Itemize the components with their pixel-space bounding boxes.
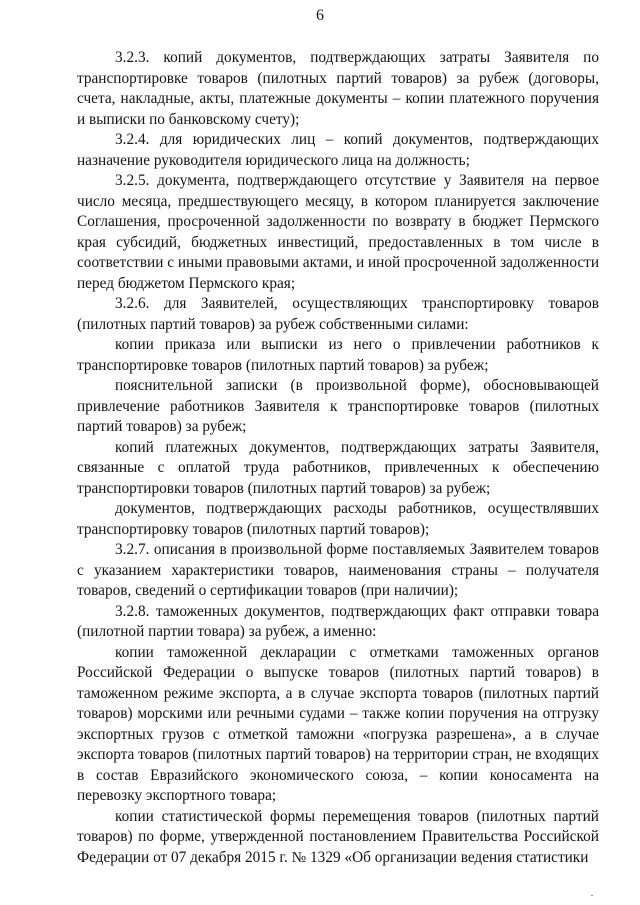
paragraph-3-2-4: 3.2.4. для юридических лиц – копий документов, подтверждающих назначение руководителя юридического лица на должность;	[77, 131, 599, 169]
paragraph-payment-documents: копий платежных документов, подтверждающих затраты Заявителя, связанные с оплатой труда работников, привлеченных к обеспечению транспортировки товаров (пилотных партий товаров) за рубеж;	[77, 438, 599, 497]
paragraph-explanatory-note: пояснительной записки (в произвольной форме), обосновывающей привлечение работников Заявителя к транспортировке товаров (пилотных партий товаров) за рубеж;	[77, 377, 599, 435]
paragraph-3-2-7: 3.2.7. описания в произвольной форме поставляемых Заявителем товаров с указанием характеристики товаров, наименования страны – получателя товаров, сведений о сертификации товаров (при наличии);	[77, 541, 599, 599]
paragraph-3-2-5: 3.2.5. документа, подтверждающего отсутствие у Заявителя на первое число месяца, предшествующего месяцу, в котором планируется заключение Соглашения, просроченной задолженности по возврату в бюджет Пермского края субсидий, бюджетных инвестиций, предоставленных в том числе в соответствии с иными правовыми актами, и иной просроченной задолженности перед бюджетом Пермского края;	[77, 172, 600, 292]
paragraph-expense-documents: документов, подтверждающих расходы работников, осуществлявших транспортировку товаров (пилотных партий товаров);	[77, 500, 599, 538]
scan-mark: ·	[590, 888, 594, 902]
paragraph-3-2-6: 3.2.6. для Заявителей, осуществляющих транспортировку товаров (пилотных партий товаров) за рубеж собственными силами:	[77, 295, 599, 333]
paragraph-3-2-8: 3.2.8. таможенных документов, подтверждающих факт отправки товара (пилотной партии товара) за рубеж, а именно:	[77, 602, 599, 640]
paragraph-customs-declaration: копии таможенной декларации с отметками таможенных органов Российской Федерации о выпуске товаров (пилотных партий товаров) в таможенном режиме экспорта, а в случае экспорта товаров (пилотных партий товаров) морскими или речными судами – также копии поручения на отгрузку экспортных грузов с отметкой таможни «погрузка разрешена», а в случае экспорта товаров (пилотных партий товаров) на территории стран, не входящих в состав Евразийского экономического союза, – копии коносамента на перевозку экспортного товара;	[77, 643, 599, 804]
paragraph-statistical-form: копии статистической формы перемещения товаров (пилотных партий товаров) по форме, утвержденной постановлением Правительства Российской Федерации от 07 декабря 2015 г. № 1329 «Об организации ведения статистики	[77, 807, 599, 866]
document-body	[77, 48, 599, 868]
paragraph-3-2-3: 3.2.3. копий документов, подтверждающих затраты Заявителя по транспортировке товаров (пилотных партий товаров) за рубеж (договоры, счета, накладные, акты, платежные документы – копии платежного поручения и выписки по банковскому счету);	[77, 49, 599, 128]
page-number: 6	[316, 7, 324, 24]
paragraph-order-copies: копии приказа или выписки из него о привлечении работников к транспортировке товаров (пилотных партий товаров) за рубеж;	[77, 336, 599, 374]
